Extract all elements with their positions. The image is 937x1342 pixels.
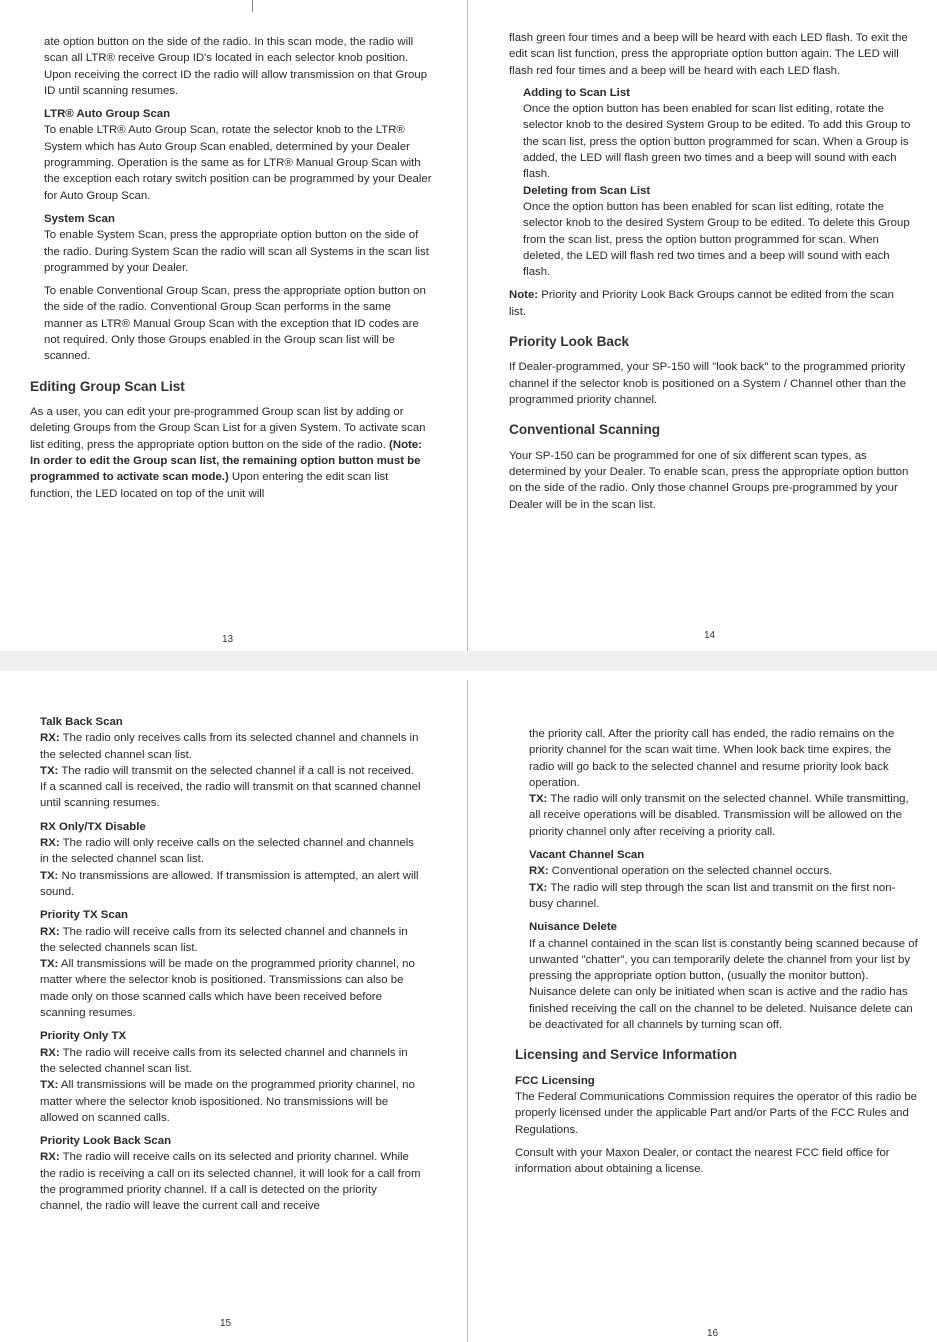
p15-ro-tx-label: TX: [40, 869, 59, 882]
p15-pt-tx [40, 956, 422, 1021]
page-number-16: 16 [707, 1328, 719, 1339]
page-number-14: 14 [704, 630, 716, 641]
p15-po-rx-text: The radio will receive calls from its selected channel and channels in the selected channel scan list. [40, 1046, 408, 1075]
p15-pt-rx-text: The radio will receive calls from its selected channel and channels in the selected channels scan list. [40, 925, 408, 954]
p15-ro-rx-label: RX: [40, 837, 60, 850]
p14-intro: flash green four times and a beep will be heard with each LED flash. To exit the edit scan list function, press the appropriate option button again. The LED will flash red four times and a beep will be heard with each LED flash. [509, 32, 908, 77]
p14-delete-body: Once the option button has been enabled for scan list editing, rotate the selector knob to the desired System Group to be edited. To delete this Group from the scan list, press the option button programmed for scan. When deleted, the LED will flash red two times and a beep will sound with each flash. [523, 200, 910, 279]
page-number-13: 13 [222, 634, 234, 645]
p15-tb-tx-text: The radio will transmit on the selected channel if a call is not received. If a scanned call is received, the radio will transmit on that scanned channel until scanning resumes. [40, 764, 421, 810]
p16-vc-title: Vacant Channel Scan [529, 849, 645, 862]
p14-add-title: Adding to Scan List [523, 86, 630, 99]
p15-tb-tx [40, 763, 422, 812]
p16-consult-body: Consult with your Maxon Dealer, or contact the nearest FCC field office for information about obtaining a license. [515, 1146, 890, 1176]
p16-vc-tx [529, 880, 919, 913]
p16-vc-rx [529, 863, 919, 879]
p16-intro-tx-label: TX: [529, 793, 548, 806]
p13-editing-body-a: As a user, you can edit your pre-programmed Group scan list by adding or deleting Groups from the Group Scan List for a given System. To activate scan list editing, press the appropriate option button on the side of the radio. [30, 406, 426, 451]
p13-conventional-body: To enable Conventional Group Scan, press the appropriate option button on the side of the radio. Conventional Group Scan performs in the same manner as LTR® Manual Group Scan with the exception that ID codes are not required. Only those Groups enabled in the Group scan list will be scanned. [44, 285, 426, 363]
p15-ro-tx [40, 868, 422, 901]
p15-ro-rx [40, 835, 422, 868]
p15-plbs-rx-label: RX: [40, 1151, 60, 1164]
p15-ro-rx-text: The radio will only receive calls on the selected channel and channels in the selected channel scan list. [40, 837, 415, 866]
p14-note [509, 287, 913, 320]
top-edge-mark [252, 0, 253, 12]
p16-fcc-title: FCC Licensing [515, 1074, 595, 1087]
p13-editing-note: (Note: In order to edit the Group scan list, the remaining option button must be programmed to activate scan mode.) [30, 438, 422, 484]
p15-pt-tx-label: TX: [40, 958, 59, 971]
p13-auto-body: To enable LTR® Auto Group Scan, rotate the selector knob to the LTR® System which has Auto Group Scan enabled, determined by your Dealer programming. Operation is the same as for LTR® Manual Group Scan with the exception each rotary switch position can be programmed by your Dealer for Auto Group Scan. [44, 124, 432, 202]
p16-nd-title: Nuisance Delete [529, 921, 617, 934]
p16-vc-rx-text: Conventional operation on the selected channel occurs. [548, 865, 833, 878]
p14-plb-title: Priority Look Back [509, 334, 630, 350]
p16-licensing-title: Licensing and Service Information [515, 1047, 738, 1063]
p14-delete-title: Deleting from Scan List [523, 184, 651, 197]
p15-tb-rx-label: RX: [40, 732, 60, 745]
p16-intro-tx [529, 791, 919, 840]
bottom-gutter-divider [467, 680, 468, 1342]
p15-tb-tx-label: TX: [40, 764, 59, 777]
p15-pt-title: Priority TX Scan [40, 909, 128, 922]
p16-vc-tx-text: The radio will step through the scan list and transmit on the first non-busy channel. [529, 881, 896, 910]
p13-editing-body-b: Upon entering the edit scan list function, the LED located on top of the unit will [30, 471, 389, 500]
p15-pt-rx-label: RX: [40, 925, 60, 938]
p15-tb-title: Talk Back Scan [40, 716, 123, 728]
p13-system-title: System Scan [44, 212, 115, 225]
p15-plbs-rx [40, 1149, 422, 1214]
p14-add-block [509, 85, 913, 281]
p13-editing-body [30, 404, 432, 502]
page-14 [509, 30, 913, 640]
page-break-band [0, 651, 937, 671]
p16-intro-block [515, 726, 919, 1033]
p15-plbs-title: Priority Look Back Scan [40, 1135, 172, 1148]
p15-po-tx [40, 1077, 422, 1126]
p14-note-body: Priority and Priority Look Back Groups cannot be edited from the scan list. [509, 289, 894, 318]
p15-po-title: Priority Only TX [40, 1030, 127, 1043]
p13-auto-title: LTR® Auto Group Scan [44, 108, 171, 121]
p14-add-body: Once the option button has been enabled for scan list editing, rotate the selector knob to the desired System Group to be edited. To add this Group to the scan list, press the option button programmed for scan. When a Group is added, the LED will flash green two times and a beep will sound with each flash. [523, 103, 911, 181]
p15-pt-rx [40, 924, 422, 957]
p15-po-rx [40, 1045, 422, 1078]
p15-ro-title: RX Only/TX Disable [40, 820, 146, 833]
p15-pt-tx-text: All transmissions will be made on the programmed priority channel, no matter where the selector knob is positioned. Transmissions can also be made only on those scanned calls which have been received before scanning resumes. [40, 958, 415, 1020]
p13-editing-title: Editing Group Scan List [30, 378, 185, 394]
page-13 [30, 34, 432, 624]
p16-vc-tx-label: TX: [529, 881, 548, 894]
page-15 [40, 714, 422, 1314]
p14-plb-body: If Dealer-programmed, your SP-150 will "look back" to the programmed priority channel if the selector knob is positioned on a System / Channel other than the programmed priority channel. [509, 361, 907, 407]
page-number-15: 15 [220, 1318, 232, 1329]
p15-ro-tx-text: No transmissions are allowed. If transmission is attempted, an alert will sound. [40, 869, 419, 898]
p15-po-tx-text: All transmissions will be made on the programmed priority channel, no matter where the selector knob ispositioned. No transmissions will be allowed on scanned calls. [40, 1079, 415, 1124]
p16-nd-body: If a channel contained in the scan list is constantly being scanned because of unwanted "chatter", you can temporarily delete the channel from your list by pressing the appropriate option button, (usually the monitor button). Nuisance delete can only be initiated when scan is active and the radio has finished receiving the call on the channel to be deleted. Nuisance delete can be deactivated for all channels by turning scan off. [529, 937, 918, 1032]
p16-fcc-body: The Federal Communications Commission requires the operator of this radio be properly licensed under the applicable Part and/or Parts of the FCC Rules and Regulations. [515, 1091, 918, 1136]
page-16 [515, 726, 919, 1310]
p15-po-rx-label: RX: [40, 1046, 60, 1059]
top-gutter-divider [467, 0, 468, 651]
p15-tb-rx-text: The radio only receives calls from its selected channel and channels in the selected channel scan list. [40, 732, 419, 761]
p15-po-tx-label: TX: [40, 1079, 59, 1092]
p14-cs-title: Conventional Scanning [509, 422, 661, 438]
p14-note-label: Note: [509, 289, 539, 302]
p16-vc-rx-label: RX: [529, 865, 549, 878]
p13-intro: ate option button on the side of the radio. In this scan mode, the radio will scan all LTR® receive Group ID's located in each selector knob position. Upon receiving the correct ID the radio will allow transmission on that Group ID until scanning resumes. [44, 36, 428, 97]
p15-plbs-rx-text: The radio will receive calls on its selected and priority channel. While the radio is receiving a call on its selected channel, it will look for a call from the programmed priority channel. If a call is detected on the priority channel, the radio will leave the current call and receive [40, 1151, 421, 1213]
p14-cs-body: Your SP-150 can be programmed for one of six different scan types, as determined by your Dealer. To enable scan, press the appropriate option button on the side of the radio. Only those channel Groups pre-programmed by your Dealer will be in the scan list. [509, 449, 909, 511]
p16-intro-tx-text: The radio will only transmit on the selected channel. While transmitting, all receive operations will be disabled. Transmission will be allowed on the priority channel only after receiving a priority call. [529, 793, 909, 838]
p15-tb-rx [40, 730, 422, 763]
p13-system-body: To enable System Scan, press the appropriate option button on the side of the radio. During System Scan the radio will scan all Systems in the scan list programmed by your Dealer. [44, 229, 429, 274]
p16-intro: the priority call. After the priority call has ended, the radio remains on the priority channel for the scan wait time. When look back time expires, the radio will go back to the selected channel and resume priority look back operation. [529, 728, 895, 789]
